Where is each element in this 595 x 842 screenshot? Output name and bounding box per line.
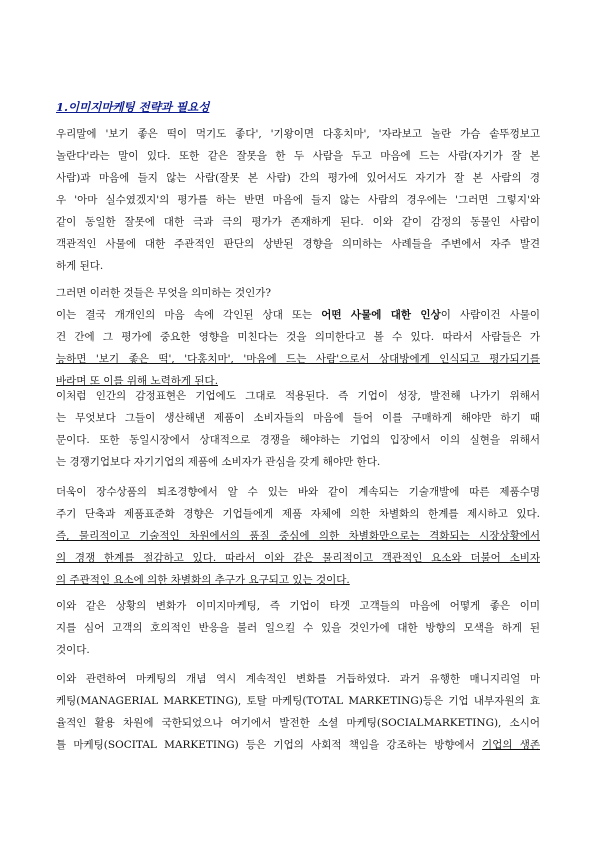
text-line: 케팅(MANAGERIAL MARKETING), 토탈 마케팅(TOTAL MARKETING)등은 기업 내부자원의 효 — [56, 695, 540, 707]
underlined-line: 즉, 물리적이고 기술적인 차원에서의 품질 중심에 의한 차별화만으로는 격화되는 시장상황에서 — [56, 530, 540, 542]
text-line: 것이다. — [56, 644, 90, 656]
underlined-line: 의 주관적인 요소에 의한 차별화의 추구가 요구되고 있는 것이다. — [56, 574, 350, 586]
text-line: 문이다. 또한 동일시장에서 상대적으로 경쟁을 해야하는 기업의 입장에서 이의 실현을 위해서 — [56, 434, 540, 446]
emphasis-text: 어떤 사물에 대한 인상 — [321, 309, 441, 321]
paragraph-5 — [56, 595, 540, 661]
text-line: 건 간에 그 평가에 중요한 영향을 미친다는 것을 의미한다고 볼 수 있다. 따라서 사람들은 가 — [56, 331, 540, 343]
text-line: 이와 관련하여 마케팅의 개념 역시 계속적인 변화를 거듭하였다. 과거 유행한 매니지리얼 마 — [56, 673, 540, 685]
text-line: 우리말에 '보기 좋은 떡이 먹기도 좋다', '기왕이면 다홍치마', '자라보고 놀란 가슴 솥뚜껑보고 — [56, 128, 540, 140]
text-segment: 이 사람이건 사물이 — [440, 309, 540, 321]
text-line: 사람)과 마음에 들지 않는 사람(잘못 본 사람) 간의 평가에 있어서도 자기가 잘 본 사람의 경 — [56, 172, 540, 184]
underlined-line: 능하면 '보기 좋은 떡', '다홍치마', '마음에 드는 사람'으로서 상대방에게 인식되고 평가되기를 — [56, 353, 540, 365]
text-line: 이와 같은 상황의 변화가 이미지마케팅, 즉 기업이 타겟 고객들의 마음에 어떻게 좋은 이미 — [56, 600, 540, 612]
text-line: 그러면 이러한 것들은 무엇을 의미하는 것인가? — [56, 287, 272, 299]
paragraph-2 — [56, 282, 540, 392]
text-line: 지를 심어 고객의 호의적인 반응을 불러 일으킬 수 있을 것인가에 대한 방향의 모색을 하게 된 — [56, 622, 540, 634]
text-segment: 이는 결국 개개인의 마음 속에 각인된 상대 또는 — [56, 309, 322, 321]
text-line — [56, 734, 540, 756]
text-line: 율적인 활용 차원에 국한되었으나 여기에서 발전한 소셜 마케팅(SOCIALMARKETING), 소시어 — [56, 717, 540, 729]
text-line — [56, 304, 540, 326]
underlined-line: 의 경쟁 한계를 절감하고 있다. 따라서 이와 같은 물리적이고 객관적인 요소와 더불어 소비자 — [56, 552, 540, 564]
paragraph-3 — [56, 385, 540, 473]
paragraph-1 — [56, 123, 540, 277]
underlined-text: 기업의 생존 — [482, 739, 540, 751]
text-line: 같이 동일한 잘못에 대한 극과 극의 평가가 존재하게 된다. 이와 같이 감정의 동물인 사람이 — [56, 216, 540, 228]
text-line: 이처럼 인간의 감정표현은 기업에도 그대로 적용된다. 즉 기업이 성장, 발전해 나가기 위해서 — [56, 390, 540, 402]
paragraph-6 — [56, 668, 540, 756]
text-line: 객관적인 사물에 대한 주관적인 판단의 상반된 경향을 의미하는 사례들을 주변에서 자주 발견 — [56, 238, 540, 250]
text-segment: 틀 마케팅(SOCITAL MARKETING) 등은 기업의 사회적 책임을 강조하는 방향에서 — [56, 739, 483, 751]
text-line: 더욱이 장수상품의 퇴조경향에서 알 수 있는 바와 같이 계속되는 기술개발에 따른 제품수명 — [56, 486, 540, 498]
section-title: 1.이미지마케팅 전략과 필요성 — [56, 100, 210, 114]
text-line: 우 '아마 실수였겠지'의 평가를 하는 반면 마음에 들지 않는 사람의 경우에는 '그러면 그렇지'와 — [56, 194, 540, 206]
text-line: 놀란다'라는 말이 있다. 또한 같은 잘못을 한 두 사람을 두고 마음에 드는 사람(자기가 잘 본 — [56, 150, 540, 162]
text-line: 는 경쟁기업보다 자기기업의 제품에 소비자가 관심을 갖게 해야만 한다. — [56, 456, 381, 468]
text-line: 하게 된다. — [56, 260, 104, 272]
text-line: 주기 단축과 제품표준화 경향은 기업들에게 제품 자체에 의한 차별화의 한계를 제시하고 있다. — [56, 508, 540, 520]
underlined-line: 바라며 또 이를 위해 노력하게 된다. — [56, 375, 219, 387]
text-line: 는 무엇보다 그들이 생산해낸 제품이 소비자들의 마음에 들어 이를 구매하게 해야만 하기 때 — [56, 412, 540, 424]
paragraph-4 — [56, 481, 540, 591]
